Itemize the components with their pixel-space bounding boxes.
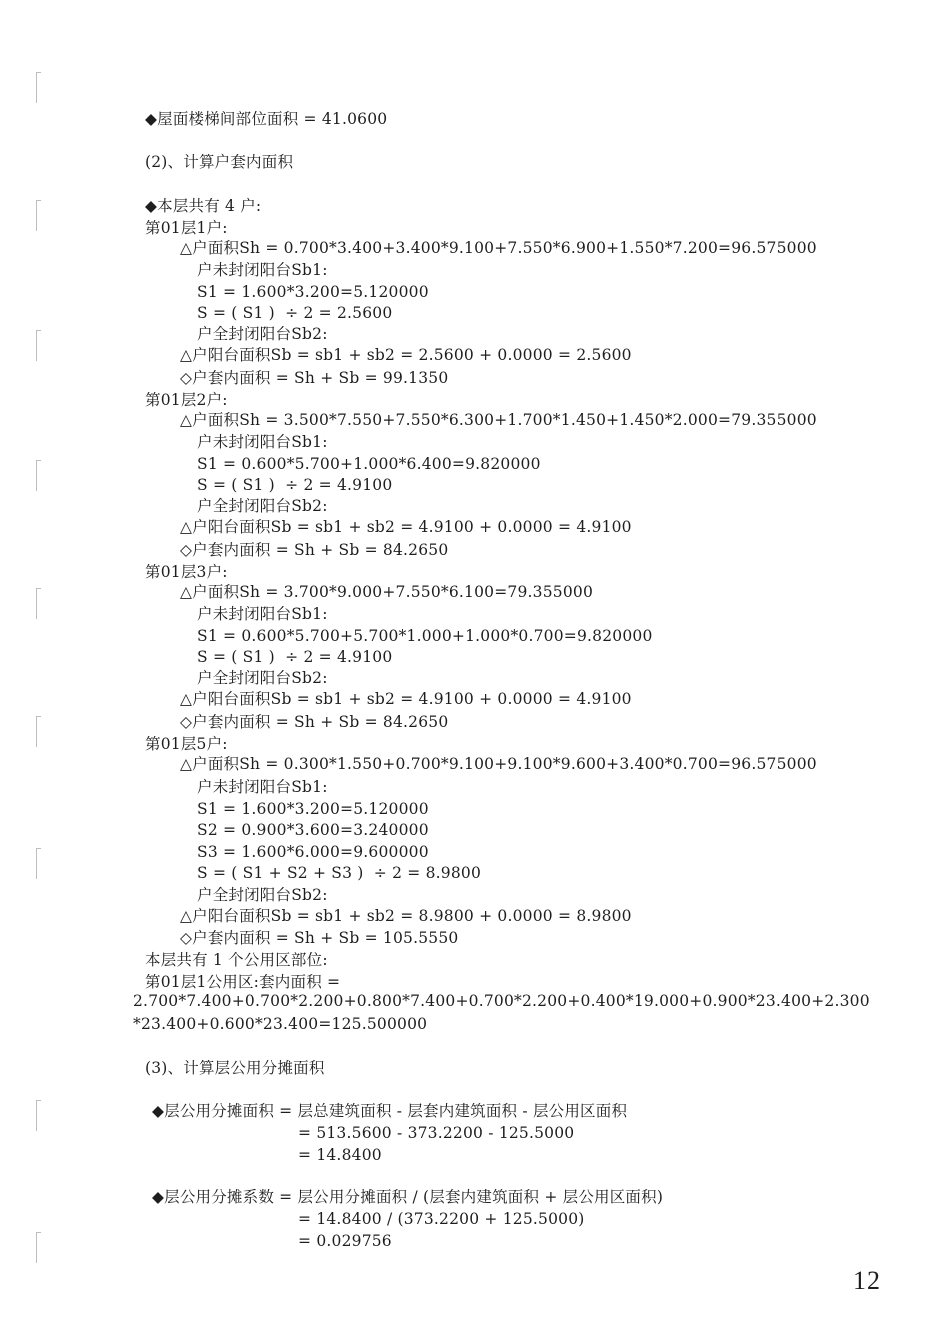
- text-line: = 14.8400: [298, 1146, 382, 1164]
- unit-heading: 第01层3户:: [145, 563, 228, 581]
- text-line: △户阳台面积Sb = sb1 + sb2 = 4.9100 + 0.0000 = 4.9100: [180, 518, 632, 536]
- page-number: 12: [853, 1266, 881, 1295]
- text-line: ◆层公用分摊系数 = 层公用分摊面积 / (层套内建筑面积 + 层公用区面积): [152, 1188, 664, 1206]
- text-line: 2.700*7.400+0.700*2.200+0.800*7.400+0.700*2.200+0.400*19.000+0.900*23.400+2.300: [133, 992, 870, 1010]
- text-line: △户面积Sh = 0.700*3.400+3.400*9.100+7.550*6.900+1.550*7.200=96.575000: [180, 239, 817, 257]
- text-line: 户未封闭阳台Sb1:: [197, 605, 328, 623]
- text-line: △户阳台面积Sb = sb1 + sb2 = 2.5600 + 0.0000 = 2.5600: [180, 346, 632, 364]
- binding-hole-mark: [36, 1232, 41, 1263]
- text-line: △户阳台面积Sb = sb1 + sb2 = 4.9100 + 0.0000 = 4.9100: [180, 690, 632, 708]
- text-line: = 513.5600 - 373.2200 - 125.5000: [298, 1124, 575, 1142]
- text-line: S2 = 0.900*3.600=3.240000: [197, 821, 429, 839]
- text-line: 户全封闭阳台Sb2:: [197, 669, 328, 687]
- text-line: = 14.8400 / (373.2200 + 125.5000): [298, 1210, 585, 1228]
- text-line: S = ( S1 ) ÷ 2 = 4.9100: [197, 648, 393, 666]
- text-line: = 0.029756: [298, 1232, 392, 1250]
- text-line: △户面积Sh = 3.700*9.000+7.550*6.100=79.355000: [180, 583, 594, 601]
- binding-hole-mark: [36, 848, 41, 879]
- text-line: ◇户套内面积 = Sh + Sb = 84.2650: [180, 713, 449, 731]
- unit-heading: 第01层5户:: [145, 735, 228, 753]
- text-line: △户面积Sh = 0.300*1.550+0.700*9.100+9.100*9.600+3.400*0.700=96.575000: [180, 755, 817, 773]
- text-line: 户全封闭阳台Sb2:: [197, 497, 328, 515]
- binding-hole-mark: [36, 588, 41, 619]
- binding-hole-mark: [36, 200, 41, 231]
- text-line: 户未封闭阳台Sb1:: [197, 433, 328, 451]
- text-line: *23.400+0.600*23.400=125.500000: [133, 1015, 428, 1033]
- section-heading: (2)、计算户套内面积: [145, 153, 294, 171]
- text-line: S3 = 1.600*6.000=9.600000: [197, 843, 429, 861]
- text-line: △户面积Sh = 3.500*7.550+7.550*6.300+1.700*1.450+1.450*2.000=79.355000: [180, 411, 817, 429]
- text-line: ◇户套内面积 = Sh + Sb = 105.5550: [180, 929, 459, 947]
- text-line: 本层共有 1 个公用区部位:: [145, 951, 328, 969]
- unit-heading: 第01层2户:: [145, 391, 228, 409]
- text-line: S1 = 0.600*5.700+5.700*1.000+1.000*0.700=9.820000: [197, 627, 653, 645]
- text-line: 户未封闭阳台Sb1:: [197, 261, 328, 279]
- binding-hole-mark: [36, 72, 41, 103]
- text-line: S1 = 1.600*3.200=5.120000: [197, 283, 429, 301]
- text-line: S1 = 1.600*3.200=5.120000: [197, 800, 429, 818]
- text-line: ◆本层共有 4 户:: [145, 197, 262, 215]
- text-line: ◆层公用分摊面积 = 层总建筑面积 - 层套内建筑面积 - 层公用区面积: [152, 1102, 628, 1120]
- text-line: ◆屋面楼梯间部位面积 = 41.0600: [145, 110, 388, 128]
- text-line: 户全封闭阳台Sb2:: [197, 325, 328, 343]
- binding-hole-mark: [36, 330, 41, 361]
- binding-hole-mark: [36, 460, 41, 491]
- binding-hole-mark: [36, 1100, 41, 1131]
- text-line: S = ( S1 ) ÷ 2 = 2.5600: [197, 304, 393, 322]
- text-line: 第01层1公用区:套内面积 =: [145, 973, 341, 991]
- text-line: 户全封闭阳台Sb2:: [197, 886, 328, 904]
- binding-hole-mark: [36, 716, 41, 747]
- text-line: ◇户套内面积 = Sh + Sb = 99.1350: [180, 369, 449, 387]
- text-line: S = ( S1 ) ÷ 2 = 4.9100: [197, 476, 393, 494]
- text-line: S1 = 0.600*5.700+1.000*6.400=9.820000: [197, 455, 541, 473]
- text-line: ◇户套内面积 = Sh + Sb = 84.2650: [180, 541, 449, 559]
- unit-heading: 第01层1户:: [145, 219, 228, 237]
- section-heading: (3)、计算层公用分摊面积: [145, 1059, 325, 1077]
- text-line: △户阳台面积Sb = sb1 + sb2 = 8.9800 + 0.0000 = 8.9800: [180, 907, 632, 925]
- text-line: 户未封闭阳台Sb1:: [197, 778, 328, 796]
- text-line: S = ( S1 + S2 + S3 ) ÷ 2 = 8.9800: [197, 864, 482, 882]
